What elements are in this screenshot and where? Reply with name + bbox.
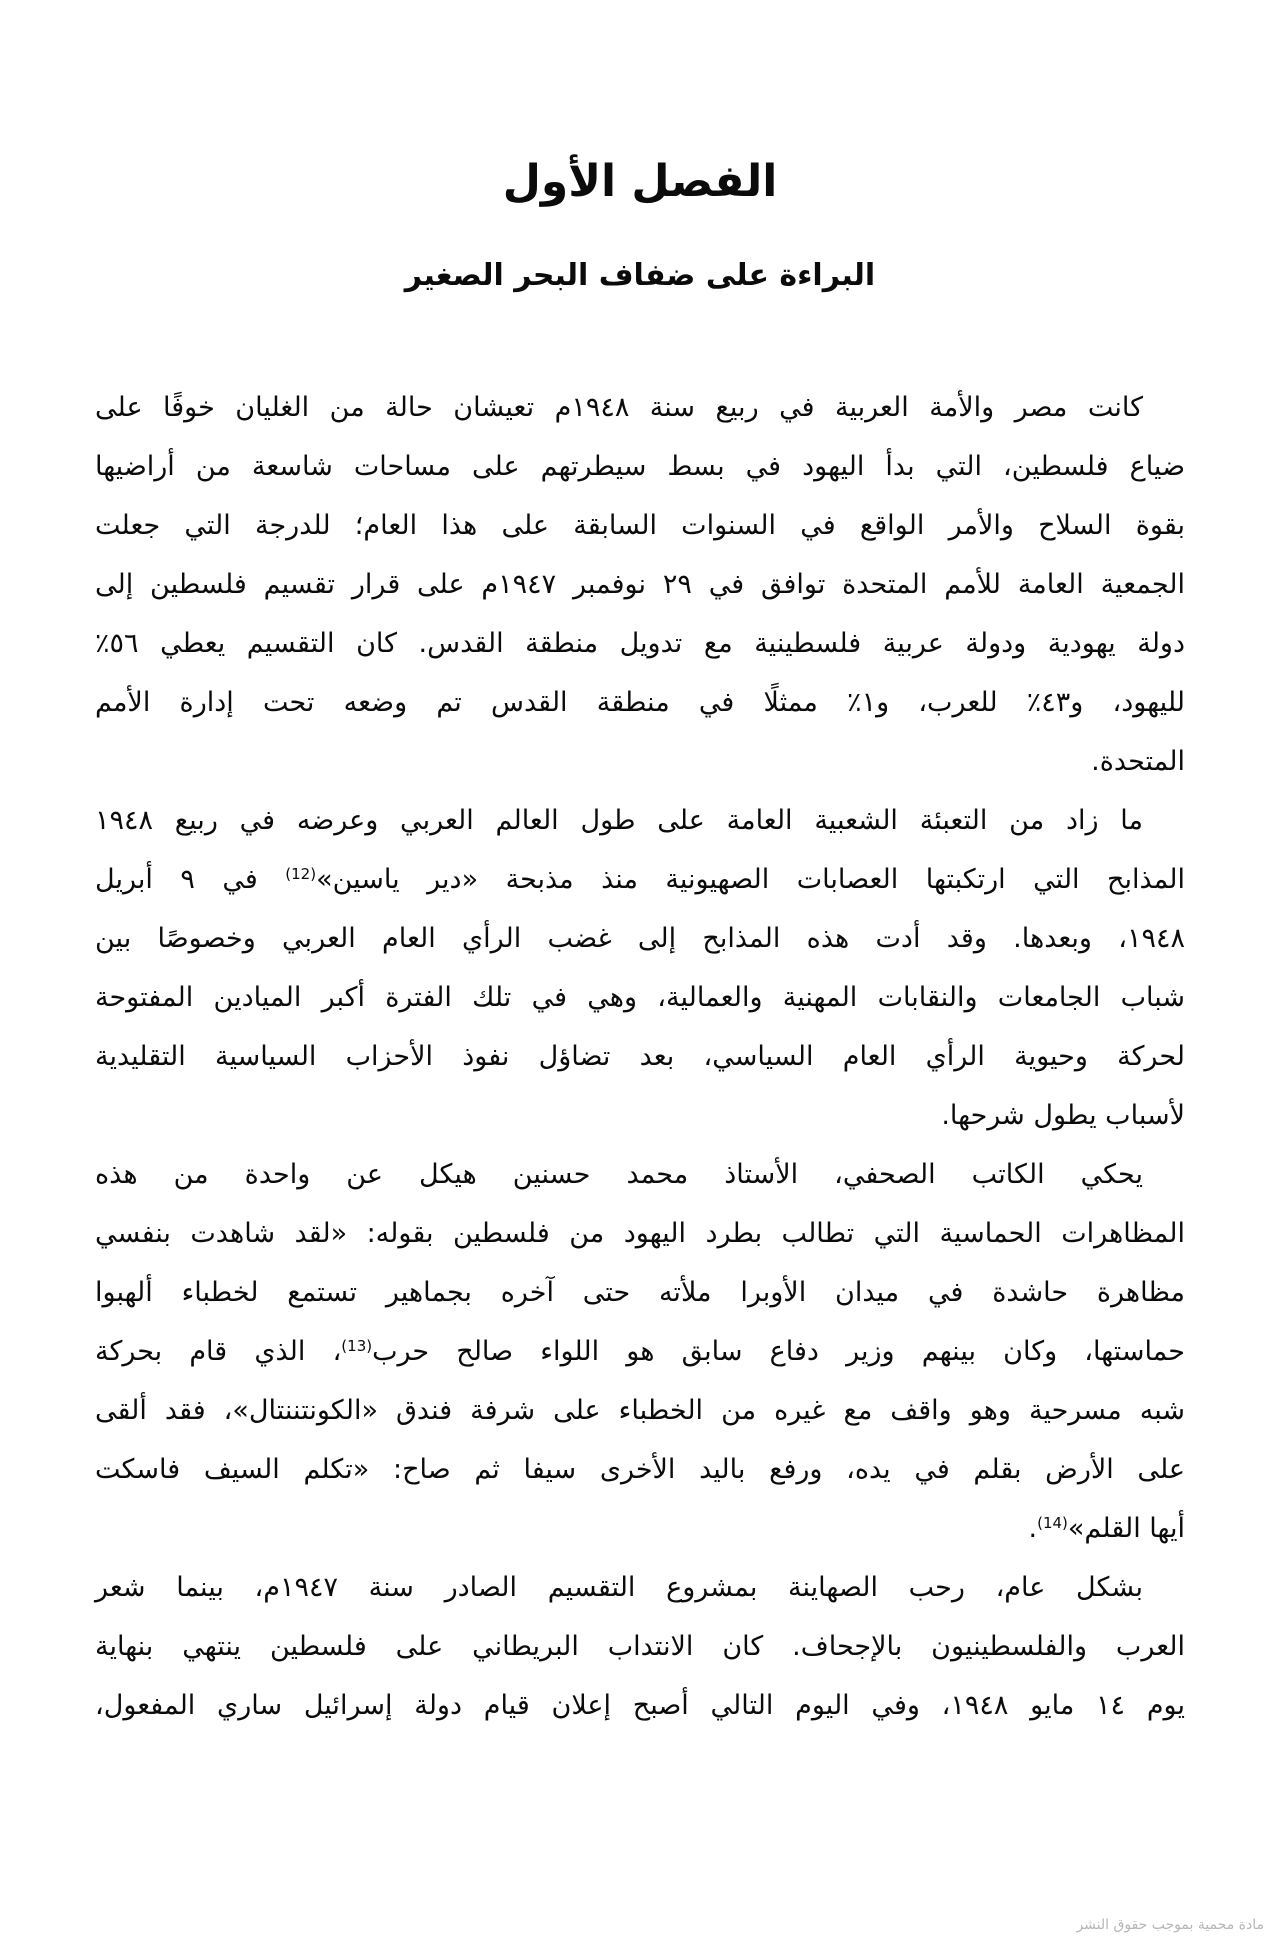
text-line: شبه مسرحية وهو واقف مع غيره من الخطباء على شرفة فندق «الكونتننتال»، فقد ألقى (95, 1395, 1185, 1426)
text-line: المذابح التي ارتكبتها العصابات الصهيونية منذ مذبحة «دير ياسين»$^{(12)}$ في ٩ أبريل (95, 864, 1185, 895)
footnote-marker: (14) (1037, 1514, 1068, 1532)
text-line: أيها القلم»$^{(14)}$. (1028, 1513, 1185, 1544)
text-line: شباب الجامعات والنقابات المهنية والعمالية، وهي في تلك الفترة أكبر الميادين المفتوحة (95, 982, 1185, 1013)
text-line: ما زاد من التعبئة الشعبية العامة على طول العالم العربي وعرضه في ربيع ١٩٤٨ (95, 805, 1143, 836)
text-line: دولة يهودية ودولة عربية فلسطينية مع تدويل منطقة القدس. كان التقسيم يعطي ٥٦٪ (95, 628, 1185, 659)
chapter-subtitle: البراءة على ضفاف البحر الصغير (404, 258, 876, 293)
footnote-marker: (12) (285, 865, 317, 883)
text-line: العرب والفلسطينيون بالإجحاف. كان الانتداب البريطاني على فلسطين ينتهي بنهاية (95, 1631, 1185, 1662)
paragraph (95, 791, 1185, 1145)
body-text (95, 378, 1185, 1735)
paragraph (95, 1145, 1185, 1558)
footnote-marker: (13) (341, 1337, 373, 1355)
text-line: ضياع فلسطين، التي بدأ اليهود في بسط سيطرتهم على مساحات شاسعة من أراضيها (95, 451, 1185, 482)
text-line: لحركة وحيوية الرأي العام السياسي، بعد تضاؤل نفوذ الأحزاب السياسية التقليدية (95, 1041, 1185, 1072)
chapter-title: الفصل الأول (502, 156, 778, 207)
text-line: مظاهرة حاشدة في ميدان الأوبرا ملأته حتى آخره بجماهير تستمع لخطباء ألهبوا (95, 1277, 1185, 1308)
text-line: حماستها، وكان بينهم وزير دفاع سابق هو اللواء صالح حرب$^{(13)}$، الذي قام بحركة (95, 1336, 1185, 1367)
text-line: المتحدة. (1091, 746, 1185, 777)
text-line: المظاهرات الحماسية التي تطالب بطرد اليهود من فلسطين بقوله: «لقد شاهدت بنفسي (95, 1218, 1185, 1249)
text-line: كانت مصر والأمة العربية في ربيع سنة ١٩٤٨م تعيشان حالة من الغليان خوفًا على (95, 392, 1143, 423)
text-line: الجمعية العامة للأمم المتحدة توافق في ٢٩ نوفمبر ١٩٤٧م على قرار تقسيم فلسطين إلى (95, 569, 1185, 600)
text-line: بشكل عام، رحب الصهاينة بمشروع التقسيم الصادر سنة ١٩٤٧م، بينما شعر (95, 1572, 1143, 1603)
paragraph (95, 378, 1185, 791)
text-line: لليهود، و٤٣٪ للعرب، و١٪ ممثلًا في منطقة القدس تم وضعه تحت إدارة الأمم (95, 687, 1185, 718)
copyright-watermark: مادة محمية بموجب حقوق النشر (1076, 1917, 1264, 1933)
text-line: على الأرض بقلم في يده، ورفع باليد الأخرى سيفا ثم صاح: «تكلم السيف فاسكت (95, 1454, 1185, 1485)
text-line: يحكي الكاتب الصحفي، الأستاذ محمد حسنين هيكل عن واحدة من هذه (95, 1159, 1143, 1190)
text-line: بقوة السلاح والأمر الواقع في السنوات السابقة على هذا العام؛ للدرجة التي جعلت (95, 510, 1185, 541)
text-line: يوم ١٤ مايو ١٩٤٨، وفي اليوم التالي أصبح إعلان قيام دولة إسرائيل ساري المفعول، (95, 1690, 1185, 1721)
text-line: ١٩٤٨، وبعدها. وقد أدت هذه المذابح إلى غضب الرأي العام العربي وخصوصًا بين (95, 923, 1185, 954)
paragraph (95, 1558, 1185, 1735)
text-line: لأسباب يطول شرحها. (941, 1100, 1185, 1131)
